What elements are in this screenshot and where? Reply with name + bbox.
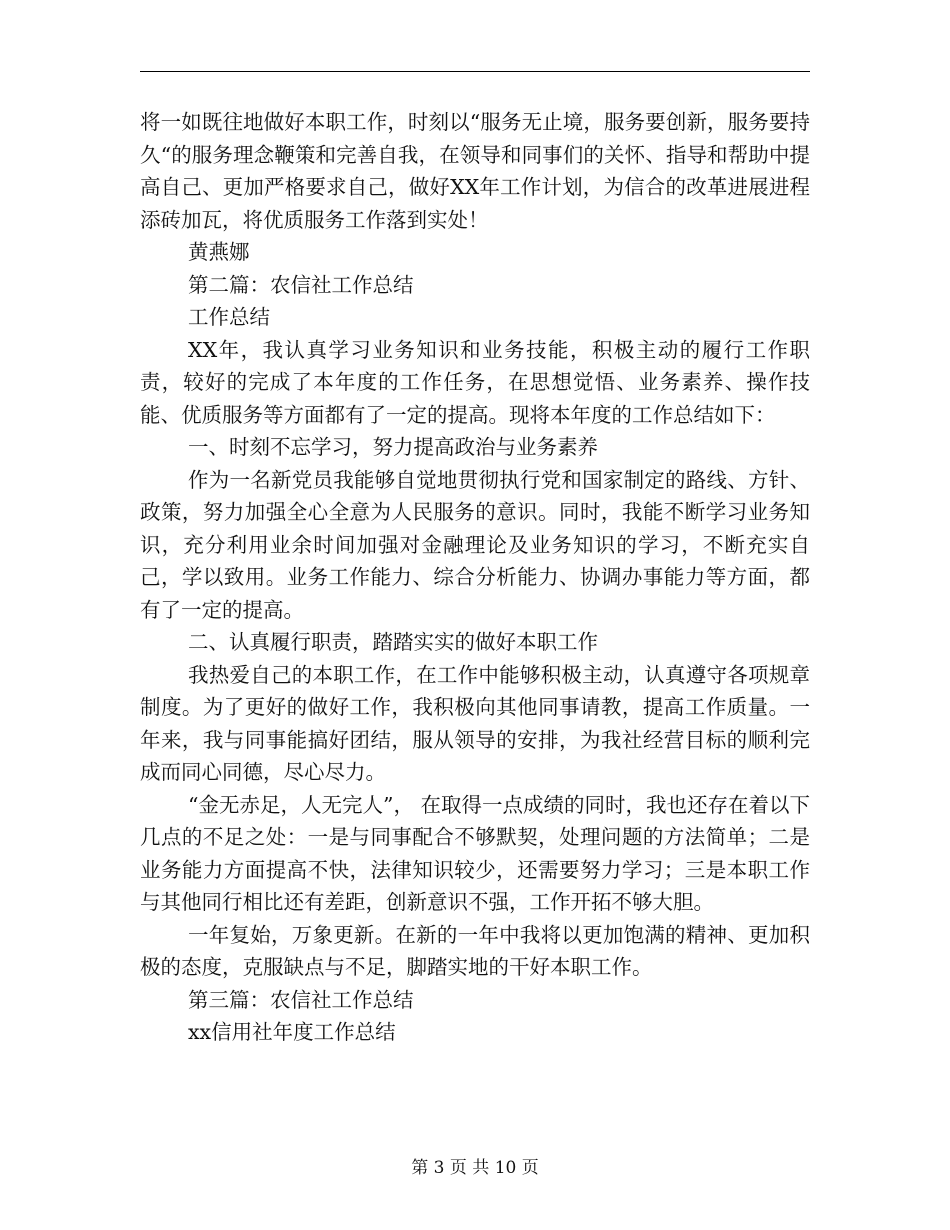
subheading-two: 二、认真履行职责，踏踏实实的做好本职工作	[188, 630, 598, 654]
paragraph-intro: XX年，我认真学习业务知识和业务技能，积极主动的履行工作职责，较好的完成了本年度的工作任务，在思想觉悟、业务素养、操作技能、优质服务等方面都有了一定的提高。现将本年度的工作总结如下：	[140, 337, 810, 427]
paragraph-new-year: 一年复始，万象更新。在新的一年中我将以更加饱满的精神、更加积极的态度，克服缺点与不足，脚踏实地的干好本职工作。	[140, 922, 810, 979]
paragraph-duties: 我热爱自己的本职工作，在工作中能够积极主动，认真遵守各项规章制度。为了更好的做好工作，我积极向其他同事请教，提高工作质量。一年来，我与同事能搞好团结，服从领导的安排，为我社经营目标的顺利完成而同心同德，尽心尽力。	[140, 662, 810, 784]
subheading-one: 一、时刻不忘学习，努力提高政治与业务素养	[188, 435, 598, 459]
section-title-annual-summary: xx信用社年度工作总结	[188, 1020, 396, 1044]
section-title-work-summary: 工作总结	[188, 305, 270, 329]
section-heading-part-three: 第三篇：农信社工作总结	[188, 987, 414, 1012]
paragraph-shortcomings: “金无赤足，人无完人”， 在取得一点成绩的同时，我也还存在着以下几点的不足之处：一是与同事配合不够默契，处理问题的方法简单；二是业务能力方面提高不快，法律知识较少，还需要努力学习；三是本职工作与其他同行相比还有差距，创新意识不强，工作开拓不够大胆。	[140, 792, 810, 914]
section-heading-part-two: 第二篇：农信社工作总结	[188, 272, 414, 297]
header-rule	[140, 71, 810, 72]
paragraph-closing-continuation: 将一如既往地做好本职工作，时刻以“服务无止境，服务要创新，服务要持久“的服务理念鞭策和完善自我，在领导和同事们的关怀、指导和帮助中提高自己、更加严格要求自己，做好XX年工作计划，为信合的改革进展进程添砖加瓦，将优质服务工作落到实处！	[140, 110, 810, 232]
author-name: 黄燕娜	[188, 240, 250, 264]
paragraph-study: 作为一名新党员我能够自觉地贯彻执行党和国家制定的路线、方针、政策，努力加强全心全意为人民服务的意识。同时，我能不断学习业务知识，充分利用业余时间加强对金融理论及业务知识的学习，不断充实自己，学以致用。业务工作能力、综合分析能力、协调办事能力等方面，都有了一定的提高。	[140, 467, 810, 622]
page-number-footer: 第 3 页 共 10 页	[411, 1158, 539, 1178]
document-body	[140, 106, 810, 1049]
